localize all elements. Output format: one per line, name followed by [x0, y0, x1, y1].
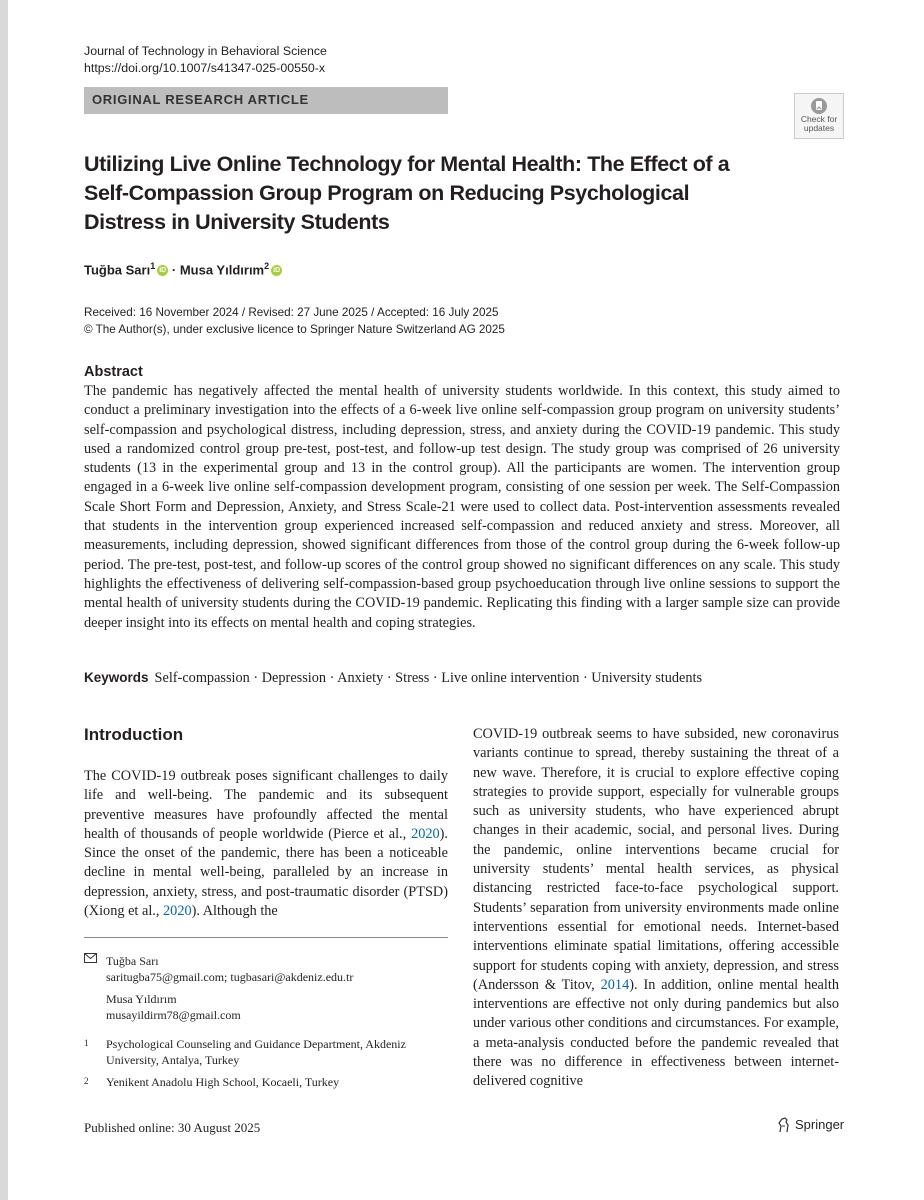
paragraph-text: ). Although the	[191, 903, 278, 920]
affiliation-text: Psychological Counseling and Guidance Department, Akdeniz University, Antalya, Turkey	[106, 1037, 406, 1067]
keywords-label: Keywords	[84, 670, 149, 685]
page-edge	[0, 0, 8, 1200]
orcid-icon[interactable]: iD	[159, 267, 167, 275]
citation-link[interactable]: 2020	[163, 903, 192, 920]
published-online-date: Published online: 30 August 2025	[84, 1120, 261, 1135]
paragraph-text: COVID-19 outbreak seems to have subsided, new coronavirus variants continue to spread, thereby sustaining the threat of a new wave. Therefore, it is crucial to explore effective coping strategies to provide support, especially for vulnerable groups such as university students, who have experienced abrupt changes in their academic, social, and personal lives. During the pandemic, online interventions became crucial for university students’ mental health services, as physical distancing restricted face-to-face psychological support. Students’ separation from university environments made online interventions essential for emotional needs. Internet-based interventions eliminate spatial limitations, offering accessible support for students coping with anxiety, depression, and stress (Andersson & Titov,	[473, 726, 839, 993]
springer-horse-icon	[776, 1117, 792, 1133]
updates-label: updates	[803, 123, 835, 133]
coauthor-email[interactable]: musayildirm78@gmail.com	[106, 1008, 241, 1022]
publisher-name: Springer	[795, 1117, 845, 1132]
keywords-line	[84, 670, 844, 687]
paragraph-text: ). Since the onset of the pandemic, there has been a noticeable decline in mental well-being, paralleled by an increase in depression, anxiety, stress, and post-traumatic disorder (PTSD) (Xiong et al.,	[84, 825, 448, 920]
paragraph-text: ). In addition, online mental health interventions are effective not only during pandemics but also under various other conditions and circumstances. For example, a meta-analysis conducted before the pandemic revealed that there was no difference in effectiveness between internet-delivered cognitive	[473, 976, 839, 1090]
author-name[interactable]: Musa Yıldırım	[179, 262, 265, 278]
citation-link[interactable]: 2014	[600, 976, 630, 993]
article-type: ORIGINAL RESEARCH ARTICLE	[92, 92, 309, 107]
affiliation-text: Yenikent Anadolu High School, Kocaeli, Turkey	[106, 1075, 340, 1089]
affiliation-number: 2	[84, 1076, 89, 1086]
check-for-updates-icon	[810, 97, 828, 115]
check-for-label: Check for	[800, 114, 838, 124]
article-type-banner	[84, 87, 448, 114]
envelope-icon	[84, 953, 97, 963]
corresponding-author-name: Tuğba Sarı	[106, 954, 159, 968]
introduction-column-left	[84, 767, 448, 921]
author-line	[84, 261, 282, 277]
doi-link[interactable]: https://doi.org/10.1007/s41347-025-00550-x	[84, 61, 326, 75]
footnote-divider	[84, 937, 448, 938]
author-separator: ·	[171, 262, 177, 278]
abstract-heading: Abstract	[84, 364, 143, 380]
corresponding-author-email[interactable]: saritugba75@gmail.com; tugbasari@akdeniz.edu.tr	[106, 970, 354, 984]
author-affiliation-marker: 2	[264, 261, 270, 271]
copyright-notice: © The Author(s), under exclusive licence to Springer Nature Switzerland AG 2025	[84, 323, 505, 336]
introduction-column-right	[473, 725, 839, 1092]
orcid-icon[interactable]: iD	[273, 267, 281, 275]
journal-name: Journal of Technology in Behavioral Science	[84, 44, 327, 58]
article-title: Utilizing Live Online Technology for Mental Health: The Effect of a Self-Compassion Group Program on Reducing Psychological Distress in University Students	[84, 152, 730, 234]
article-history	[84, 304, 505, 338]
author-affiliation-marker: 1	[150, 261, 156, 271]
check-for-updates-badge[interactable]	[794, 93, 844, 139]
coauthor-name: Musa Yıldırım	[106, 992, 177, 1006]
citation-link[interactable]: 2020	[411, 825, 440, 842]
author-name[interactable]: Tuğba Sarı	[84, 262, 151, 278]
introduction-heading: Introduction	[84, 725, 184, 744]
article-page	[8, 0, 924, 1200]
paragraph-text: The COVID-19 outbreak poses significant challenges to daily life and well-being. The pandemic and its subsequent preventive measures have profoundly affected the mental health of thousands of people worldwide (Pierce et al.,	[84, 768, 448, 842]
received-revised-accepted-dates: Received: 16 November 2024 / Revised: 27 June 2025 / Accepted: 16 July 2025	[84, 306, 499, 319]
journal-header	[84, 43, 327, 77]
publisher-logo[interactable]	[776, 1117, 844, 1133]
affiliation-number: 1	[84, 1038, 89, 1048]
keywords-list: Self-compassion · Depression · Anxiety · Stress · Live online intervention · University students	[154, 670, 703, 686]
abstract-text: The pandemic has negatively affected the mental health of university students worldwide. In this context, this study aimed to conduct a preliminary investigation into the effects of a 6-week live online self-compassion group program on university students’ self-compassion and psychological distress, including depression, stress, and anxiety during the COVID-19 pandemic. This study used a randomized control group pre-test, post-test, and follow-up test design. The study group was comprised of 26 university students (13 in the experimental group and 13 in the control group). All the participants are women. The intervention group engaged in a 6-week live online self-compassion development program, consisting of one session per week. The Self-Compassion Scale Short Form and Depression, Anxiety, and Stress Scale-21 were used to collect data. Post-intervention assessments revealed that students in the intervention group experienced increased self-compassion and reduced anxiety and stress. Moreover, all measurements, including depression, showed significant differences from those of the control group during the 6-week follow-up period. The pre-test, post-test, and follow-up scores of the control group showed no significant differences on any scale. This study highlights the effectiveness of delivering self-compassion-based group psychoeducation through live online sessions to support the mental health of university students during the COVID-19 pandemic. Replicating this finding with a larger sample size can provide deeper insight into its effects on mental health and coping strategies.	[84, 383, 840, 631]
